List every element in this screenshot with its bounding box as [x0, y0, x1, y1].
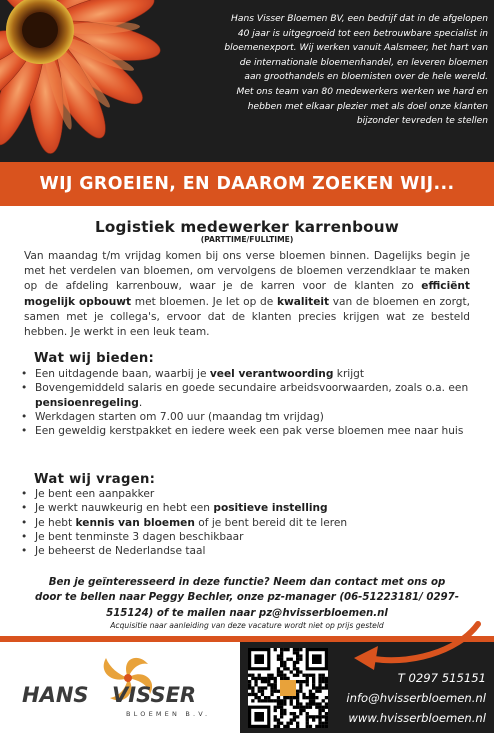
- list-item: • Je bent tenminste 3 dagen beschikbaar: [20, 530, 470, 544]
- acquisition-note: Acquisitie naar aanleiding van deze vacature wordt niet op prijs gesteld: [110, 621, 384, 630]
- offer-list: [20, 367, 470, 438]
- list-item: • Je bent een aanpakker: [20, 487, 470, 501]
- desc-text: met bloemen. Je let op de: [131, 295, 277, 308]
- list-item: • Je werkt nauwkeurig en hebt een positieve instelling: [20, 501, 470, 515]
- company-logo: [16, 654, 226, 724]
- desc-bold: kwaliteit: [276, 295, 330, 308]
- flower-image: [0, 0, 200, 162]
- logo-word-1: HANS: [22, 683, 89, 707]
- phone-number: T 0297 515151: [397, 671, 486, 685]
- cta-line: Ben je geïnteresseerd in deze functie? Neem dan contact met ons op: [48, 577, 446, 588]
- cta-line: 515124) of te mailen naar pz@hvisserbloemen.nl: [106, 607, 388, 619]
- offer-heading: Wat wij bieden:: [34, 351, 155, 366]
- desc-text: van de bloemen en zorgt, samen met je collega's, ervoor dat de klanten precies krijgen wat ze besteld hebben. Je werkt in een leuk team.: [24, 295, 471, 339]
- list-item: • Een geweldig kerstpakket en iedere week een pak verse bloemen mee naar huis: [20, 424, 470, 438]
- call-to-action: [22, 575, 472, 621]
- headline-banner: [0, 162, 494, 206]
- job-description: [24, 249, 470, 340]
- footer-logo-area: [0, 642, 240, 733]
- list-item: • Een uitdagende baan, waarbij je veel verantwoording krijgt: [20, 367, 470, 381]
- job-title: Logistiek medewerker karrenbouw: [94, 218, 400, 236]
- website-link[interactable]: www.hvisserbloemen.nl: [348, 711, 486, 725]
- headline-text: WIJ GROEIEN, EN DAAROM ZOEKEN WIJ...: [39, 174, 455, 194]
- intro-line: Hans Visser Bloemen BV, een bedrijf dat in de afgelopen: [231, 14, 488, 24]
- desc-bold: efficiënt mogelijk opbouwt: [24, 280, 470, 308]
- intro-line: bijzonder tevreden te stellen: [356, 116, 488, 127]
- email-address[interactable]: info@hvisserbloemen.nl: [346, 691, 486, 705]
- ask-list: [20, 487, 470, 558]
- job-content: [0, 206, 494, 636]
- qr-code[interactable]: [248, 648, 328, 728]
- cta-line: door te bellen naar Peggy Bechler, onze pz-manager (06-51223181/ 0297-: [35, 592, 459, 604]
- job-subtitle: (PARTTIME/FULLTIME): [200, 235, 294, 244]
- header: [0, 0, 494, 162]
- logo-word-2: VISSER: [112, 683, 197, 707]
- list-item: • Werkdagen starten om 7.00 uur (maandag tm vrijdag): [20, 410, 470, 424]
- intro-line: 40 jaar is uitgegroeid tot een betrouwbare specialist in: [237, 28, 488, 39]
- list-item: • Bovengemiddeld salaris en goede secundaire arbeidsvoorwaarden, zoals o.a. een pensioenregeling.: [20, 381, 470, 410]
- intro-line: de internationale bloemenhandel, en leveren bloemen: [239, 57, 488, 68]
- intro-line: bloemenexport. Wij werken vanuit Aalsmeer, het hart van: [224, 43, 488, 54]
- logo-tagline: BLOEMEN B.V.: [126, 710, 211, 718]
- desc-text: Van maandag t/m vrijdag komen bij ons verse bloemen binnen. Dagelijks begin je met het verdelen van bloemen, om vervolgens de bloemen verzendklaar te maken op de afdeling karrenbouw, waar je de karren voor de klanten zo: [24, 250, 470, 293]
- list-item: • Je hebt kennis van bloemen of je bent bereid dit te leren: [20, 516, 470, 530]
- ask-heading: Wat wij vragen:: [34, 472, 156, 487]
- list-item: • Je beheerst de Nederlandse taal: [20, 544, 470, 558]
- arrow-icon: [338, 618, 488, 678]
- intro-line: aan groothandels en bloemisten over de hele wereld.: [244, 72, 488, 83]
- intro-line: hebben met elkaar plezier met als doel onze klanten: [247, 101, 488, 112]
- company-intro: [178, 12, 488, 129]
- intro-line: Met ons team van 80 medewerkers werken we hard en: [236, 86, 488, 97]
